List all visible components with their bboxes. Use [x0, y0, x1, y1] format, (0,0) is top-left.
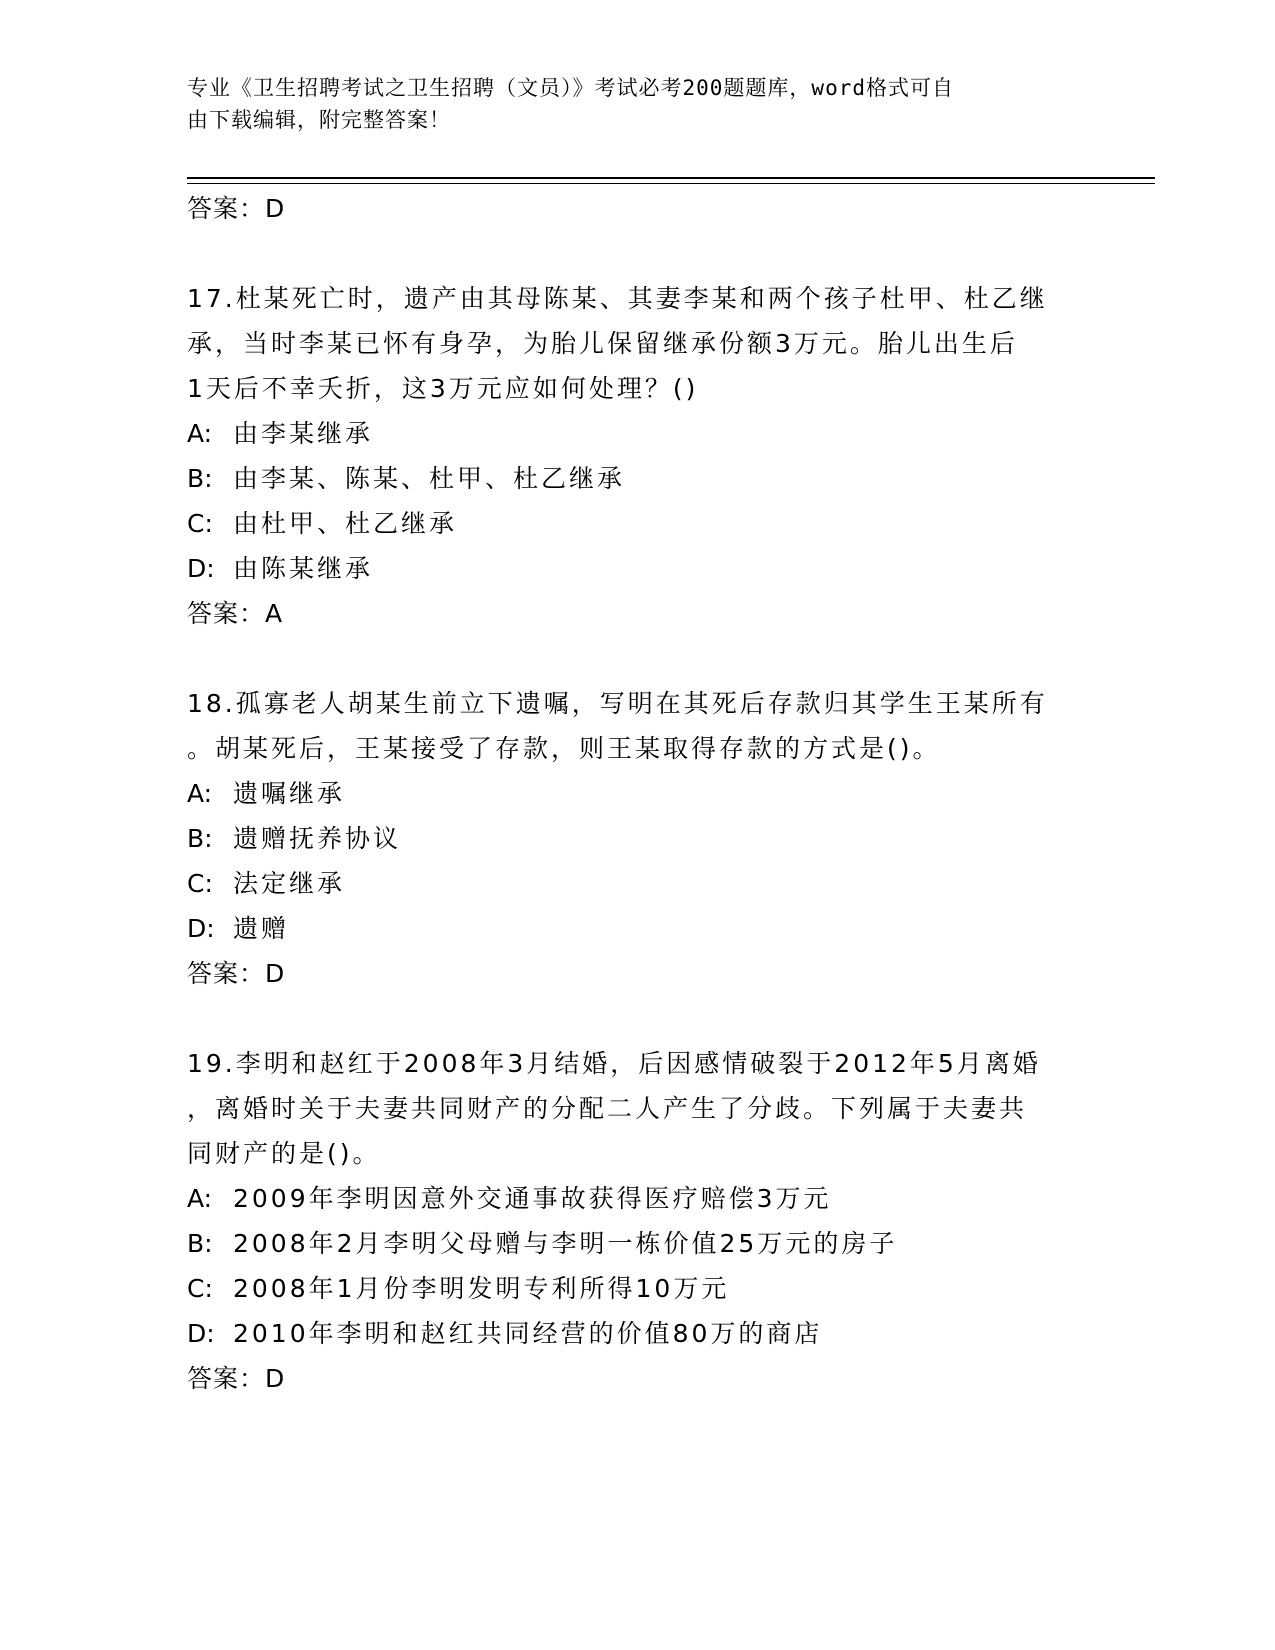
option-text: 由李某继承 [233, 419, 374, 448]
option-a [187, 411, 1087, 456]
option-letter: C: [187, 1274, 213, 1303]
option-text: 2008年2月李明父母赠与李明一栋价值25万元的房子 [233, 1229, 898, 1258]
question-text-line: ，离婚时关于夫妻共同财产的分配二人产生了分歧。下列属于夫妻共 [187, 1094, 1028, 1123]
question-block-18 [187, 681, 1087, 997]
option-letter: A: [187, 1184, 213, 1213]
header-line-2: 由下载编辑，附完整答案！ [187, 108, 451, 132]
spacer [187, 637, 1087, 681]
option-text: 2009年李明因意外交通事故获得医疗赔偿3万元 [233, 1184, 832, 1213]
question-block-19 [187, 1041, 1087, 1402]
question-text-line: 17.杜某死亡时，遗产由其母陈某、其妻李某和两个孩子杜甲、杜乙继 [187, 284, 1048, 313]
option-text: 由陈某继承 [233, 554, 374, 583]
option-letter: A: [187, 419, 213, 448]
option-a [187, 771, 1087, 816]
option-letter: D: [187, 1319, 215, 1348]
option-text: 由李某、陈某、杜甲、杜乙继承 [233, 464, 626, 493]
question-text-line: 18.孤寡老人胡某生前立下遗嘱，写明在其死后存款归其学生王某所有 [187, 689, 1048, 718]
question-block-17 [187, 276, 1087, 637]
option-letter: B: [187, 464, 213, 493]
option-b [187, 816, 1087, 861]
option-letter: D: [187, 914, 215, 943]
option-c [187, 501, 1087, 546]
question-text-line: 。胡某死后，王某接受了存款，则王某取得存款的方式是()。 [187, 734, 941, 763]
option-c [187, 1266, 1087, 1311]
option-letter: C: [187, 509, 213, 538]
option-b [187, 1221, 1087, 1266]
option-b [187, 456, 1087, 501]
option-c [187, 861, 1087, 906]
option-text: 法定继承 [233, 869, 346, 898]
option-d [187, 546, 1087, 591]
option-text: 2008年1月份李明发明专利所得10万元 [233, 1274, 730, 1303]
option-text: 由杜甲、杜乙继承 [233, 509, 458, 538]
header-line-1: 专业《卫生招聘考试之卫生招聘（文员）》考试必考200题题库，word格式可自 [187, 76, 954, 100]
answer-line: 答案：D [187, 1364, 286, 1393]
question-list [187, 186, 1087, 1402]
answer-line: 答案：D [187, 194, 286, 223]
spacer [187, 232, 1087, 276]
option-letter: C: [187, 869, 213, 898]
question-text-line: 1天后不幸夭折，这3万元应如何处理？() [187, 374, 699, 403]
question-text-line: 同财产的是()。 [187, 1139, 381, 1168]
option-text: 遗赠 [233, 914, 290, 943]
header-rule-thick [187, 177, 1155, 179]
option-d [187, 1311, 1087, 1356]
option-text: 遗赠抚养协议 [233, 824, 402, 853]
answer-line: 答案：A [187, 599, 284, 628]
option-letter: A: [187, 779, 213, 808]
option-letter: B: [187, 1229, 213, 1258]
question-text-line: 承，当时李某已怀有身孕，为胎儿保留继承份额3万元。胎儿出生后 [187, 329, 1018, 358]
header-rule-thin [187, 183, 1155, 184]
answer-line: 答案：D [187, 959, 286, 988]
option-text: 2010年李明和赵红共同经营的价值80万的商店 [233, 1319, 823, 1348]
spacer [187, 997, 1087, 1041]
option-letter: B: [187, 824, 213, 853]
question-text-line: 19.李明和赵红于2008年3月结婚，后因感情破裂于2012年5月离婚 [187, 1049, 1041, 1078]
option-a [187, 1176, 1087, 1221]
option-d [187, 906, 1087, 951]
option-text: 遗嘱继承 [233, 779, 346, 808]
option-letter: D: [187, 554, 215, 583]
document-header [187, 72, 1067, 136]
